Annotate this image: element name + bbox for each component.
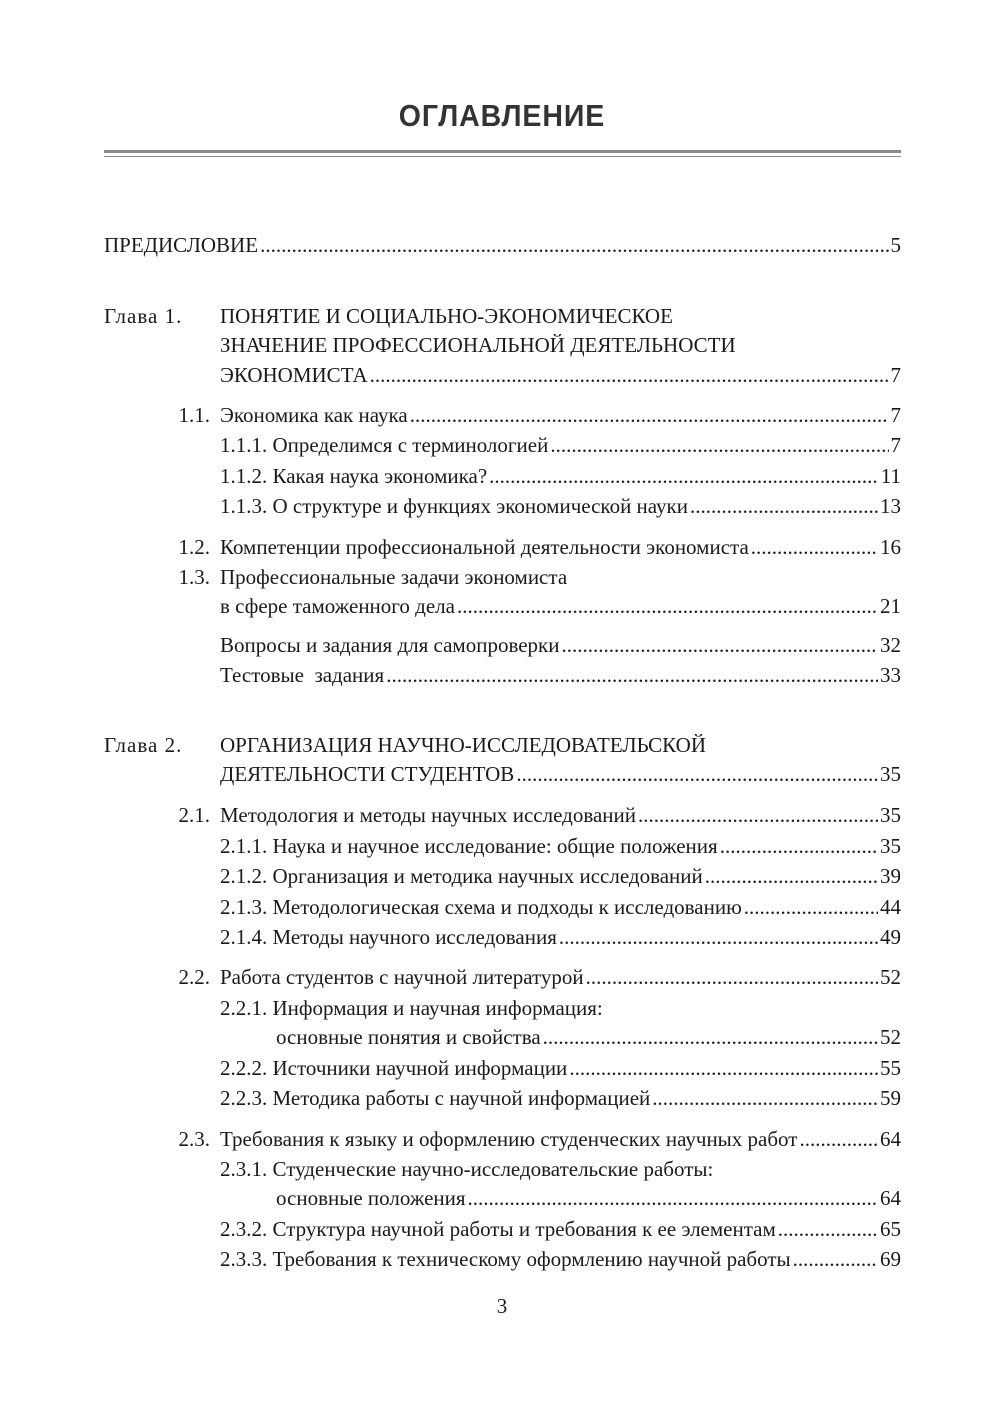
chapter-1-title-line1[interactable]: ПОНЯТИЕ И СОЦИАЛЬНО-ЭКОНОМИЧЕСКОЕ xyxy=(220,304,673,328)
dot-leader xyxy=(720,832,878,860)
toc-entry-preface[interactable] xyxy=(104,231,901,259)
toc-entry-text: Требования к языку и оформлению студенческих научных работ xyxy=(220,1127,798,1151)
toc-page-number: 49 xyxy=(880,925,901,949)
toc-entry-questions[interactable] xyxy=(220,631,901,659)
toc-entry-text: Методология и методы научных исследований xyxy=(220,803,637,827)
section-number: 1.3. xyxy=(178,565,210,589)
toc-entry-2-3[interactable] xyxy=(220,1125,901,1153)
toc-entry-text: Компетенции профессиональной деятельности экономиста xyxy=(220,535,749,559)
toc-entry-text: Работа студентов с научной литературой xyxy=(220,965,584,989)
toc-page-number: 64 xyxy=(880,1127,901,1151)
toc-page-number: 13 xyxy=(880,494,901,518)
toc-entry-2-3-1[interactable] xyxy=(276,1184,901,1212)
toc-page-number: 44 xyxy=(880,895,901,919)
toc-entry-2-2[interactable] xyxy=(220,963,901,991)
toc-entry-1-3[interactable] xyxy=(220,592,901,620)
section-number: 2.2. xyxy=(178,965,210,989)
toc-entry-chapter-2[interactable] xyxy=(220,760,901,788)
dot-leader xyxy=(799,1125,878,1153)
toc-entry-text: Тестовые задания xyxy=(220,663,385,687)
toc-page-number: 69 xyxy=(880,1247,901,1271)
dot-leader xyxy=(468,1184,878,1212)
toc-entry-text: 1.1.2. Какая наука экономика? xyxy=(220,464,488,488)
toc-entry-2-3-2[interactable] xyxy=(220,1215,901,1243)
dot-leader xyxy=(652,1084,878,1112)
dot-leader xyxy=(386,661,878,689)
toc-entry-text: ЭКОНОМИСТА xyxy=(220,363,368,387)
toc-entry-text: 2.1.1. Наука и научное исследование: общие положения xyxy=(220,834,718,858)
toc-page-number: 33 xyxy=(880,663,901,687)
toc-entry-text: 1.1.1. Определимся с терминологией xyxy=(220,433,549,457)
toc-page-number: 39 xyxy=(880,864,901,888)
toc-entry-2-2-1[interactable] xyxy=(276,1023,901,1051)
toc-entry-1-2[interactable] xyxy=(220,533,901,561)
dot-leader xyxy=(638,801,878,829)
toc-entry-2-1-3[interactable] xyxy=(220,893,901,921)
dot-leader xyxy=(543,1023,878,1051)
toc-entry-2-3-3[interactable] xyxy=(220,1245,901,1273)
toc-entry-text: 1.1.3. О структуре и функциях экономической науки xyxy=(220,494,688,518)
dot-leader xyxy=(410,401,889,429)
toc-entry-text: 2.2.3. Методика работы с научной информацией xyxy=(220,1086,651,1110)
toc-page-number: 55 xyxy=(880,1056,901,1080)
toc-page-number: 35 xyxy=(880,834,901,858)
toc-page-number: 7 xyxy=(890,363,901,387)
toc-entry-text: ДЕЯТЕЛЬНОСТИ СТУДЕНТОВ xyxy=(220,762,515,786)
dot-leader xyxy=(457,592,878,620)
page-number: 3 xyxy=(496,1294,508,1318)
toc-page-number: 52 xyxy=(880,1025,901,1049)
toc-entry-chapter-1[interactable] xyxy=(220,361,901,389)
dot-leader xyxy=(705,862,878,890)
toc-entry-text: в сфере таможенного дела xyxy=(220,594,455,618)
toc-page-number: 11 xyxy=(880,464,901,488)
toc-entry-2-3-1-line1[interactable]: 2.3.1. Студенческие научно-исследовательские работы: xyxy=(220,1157,714,1181)
section-number: 2.1. xyxy=(178,803,210,827)
dot-leader xyxy=(744,893,878,921)
dot-leader xyxy=(751,533,878,561)
toc-page-number: 35 xyxy=(880,762,901,786)
dot-leader xyxy=(778,1215,878,1243)
toc-page-number: 7 xyxy=(890,433,901,457)
section-number: 2.3. xyxy=(178,1127,210,1151)
toc-entry-1-3-line1[interactable]: Профессиональные задачи экономиста xyxy=(220,565,568,589)
toc-page-number: 7 xyxy=(890,403,901,427)
toc-page-number: 35 xyxy=(880,803,901,827)
toc-page-number: 59 xyxy=(880,1086,901,1110)
toc-entry-text: 2.3.2. Структура научной работы и требования к ее элементам xyxy=(220,1217,776,1241)
dot-leader xyxy=(516,760,878,788)
toc-page-number: 16 xyxy=(880,535,901,559)
toc-page-number: 64 xyxy=(880,1186,901,1210)
toc-entry-2-1-4[interactable] xyxy=(220,923,901,951)
toc-entry-2-1-2[interactable] xyxy=(220,862,901,890)
toc-entry-text: основные положения xyxy=(276,1186,466,1210)
section-number: 1.2. xyxy=(178,535,210,559)
toc-entry-1-1[interactable] xyxy=(220,401,901,429)
chapter-2-title-line1[interactable]: ОРГАНИЗАЦИЯ НАУЧНО-ИССЛЕДОВАТЕЛЬСКОЙ xyxy=(220,733,706,757)
toc-entry-text: ПРЕДИСЛОВИЕ xyxy=(104,233,259,257)
dot-leader xyxy=(489,462,879,490)
page-title: ОГЛАВЛЕНИЕ xyxy=(398,98,606,133)
dot-leader xyxy=(562,631,879,659)
chapter-2-label: Глава 2. xyxy=(104,733,183,757)
toc-entry-2-1-1[interactable] xyxy=(220,832,901,860)
chapter-1-title-line2[interactable]: ЗНАЧЕНИЕ ПРОФЕССИОНАЛЬНОЙ ДЕЯТЕЛЬНОСТИ xyxy=(220,333,736,357)
toc-entry-text: 2.2.2. Источники научной информации xyxy=(220,1056,568,1080)
dot-leader xyxy=(260,231,888,259)
toc-entry-2-2-3[interactable] xyxy=(220,1084,901,1112)
toc-entry-text: 2.1.3. Методологическая схема и подходы к исследованию xyxy=(220,895,742,919)
dot-leader xyxy=(690,492,878,520)
toc-entry-2-2-1-line1[interactable]: 2.2.1. Информация и научная информация: xyxy=(220,996,603,1020)
toc-entry-1-1-2[interactable] xyxy=(220,462,901,490)
toc-entry-2-1[interactable] xyxy=(220,801,901,829)
toc-entry-text: Вопросы и задания для самопроверки xyxy=(220,633,560,657)
toc-entry-text: 2.1.4. Методы научного исследования xyxy=(220,925,557,949)
dot-leader xyxy=(793,1245,878,1273)
section-number: 1.1. xyxy=(178,403,210,427)
toc-entry-text: 2.3.3. Требования к техническому оформлению научной работы xyxy=(220,1247,791,1271)
toc-entry-tests[interactable] xyxy=(220,661,901,689)
toc-page-number: 65 xyxy=(880,1217,901,1241)
toc-page-number: 32 xyxy=(880,633,901,657)
chapter-1-label: Глава 1. xyxy=(104,304,183,328)
dot-leader xyxy=(370,361,889,389)
toc-entry-1-1-1[interactable] xyxy=(220,431,901,459)
dot-leader xyxy=(569,1054,878,1082)
toc-entry-text: Экономика как наука xyxy=(220,403,408,427)
toc-entry-2-2-2[interactable] xyxy=(220,1054,901,1082)
toc-entry-text: 2.1.2. Организация и методика научных исследований xyxy=(220,864,703,888)
toc-page-number: 52 xyxy=(880,965,901,989)
toc-page-number: 21 xyxy=(880,594,901,618)
dot-leader xyxy=(550,431,888,459)
dot-leader xyxy=(586,963,878,991)
dot-leader xyxy=(559,923,878,951)
toc-entry-text: основные понятия и свойства xyxy=(276,1025,541,1049)
toc-page-number: 5 xyxy=(890,233,901,257)
toc-entry-1-1-3[interactable] xyxy=(220,492,901,520)
